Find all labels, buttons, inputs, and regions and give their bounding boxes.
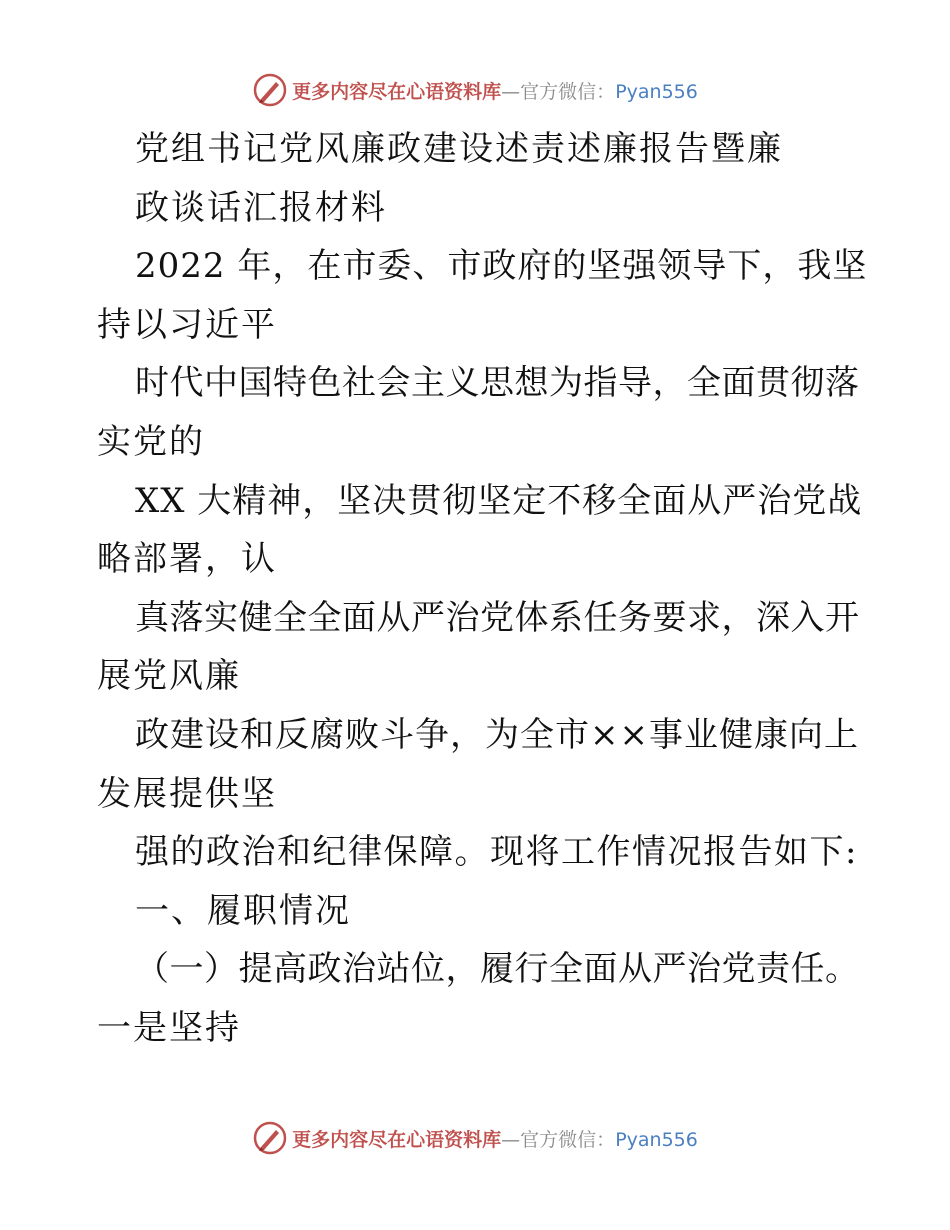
- text-line: 真落实健全全面从严治党体系任务要求，深入开: [135, 597, 860, 638]
- text-line: 时代中国特色社会主义思想为指导，全面贯彻落: [135, 363, 860, 404]
- text-line: 持以习近平: [97, 304, 277, 345]
- text-line: 一是坚持: [97, 1007, 241, 1048]
- text-line: 一、履职情况: [135, 890, 351, 931]
- text-line: 党组书记党风廉政建设述责述廉报告暨廉: [135, 129, 783, 169]
- header-watermark: [0, 70, 950, 110]
- watermark-main-text: 更多内容尽在心语资料库: [292, 80, 502, 103]
- document-body: [97, 120, 867, 1058]
- text-line: 2022 年，在市委、市政府的坚强领导下，我坚: [135, 246, 868, 287]
- text-line: 实党的: [97, 421, 205, 462]
- text-line: 强的政治和纪律保障。现将工作情况报告如下:: [135, 832, 858, 873]
- text-line: 发展提供坚: [97, 773, 277, 814]
- watermark-main-text: 更多内容尽在心语资料库: [292, 1128, 502, 1151]
- watermark-id: Pyan556: [615, 80, 698, 103]
- text-line: 政建设和反腐败斗争，为全市××事业健康向上: [135, 714, 859, 755]
- pen-circle-logo-icon: [252, 72, 288, 108]
- watermark-content: [252, 72, 698, 108]
- watermark-id: Pyan556: [615, 1128, 698, 1151]
- text-line: 略部署，认: [97, 539, 277, 580]
- footer-watermark: [0, 1118, 950, 1158]
- pen-circle-logo-icon: [252, 1120, 288, 1156]
- watermark-separator: —: [501, 1128, 521, 1151]
- text-line: 政谈话汇报材料: [135, 187, 387, 228]
- text-line: 展党风廉: [97, 656, 241, 697]
- watermark-separator: —: [501, 80, 521, 103]
- watermark-content: [252, 1120, 698, 1156]
- watermark-label: 官方微信：: [520, 80, 616, 103]
- text-line: XX 大精神，坚决贯彻坚定不移全面从严治党战: [135, 480, 863, 521]
- text-line: （一）提高政治站位，履行全面从严治党责任。: [135, 949, 860, 990]
- watermark-label: 官方微信：: [520, 1128, 616, 1151]
